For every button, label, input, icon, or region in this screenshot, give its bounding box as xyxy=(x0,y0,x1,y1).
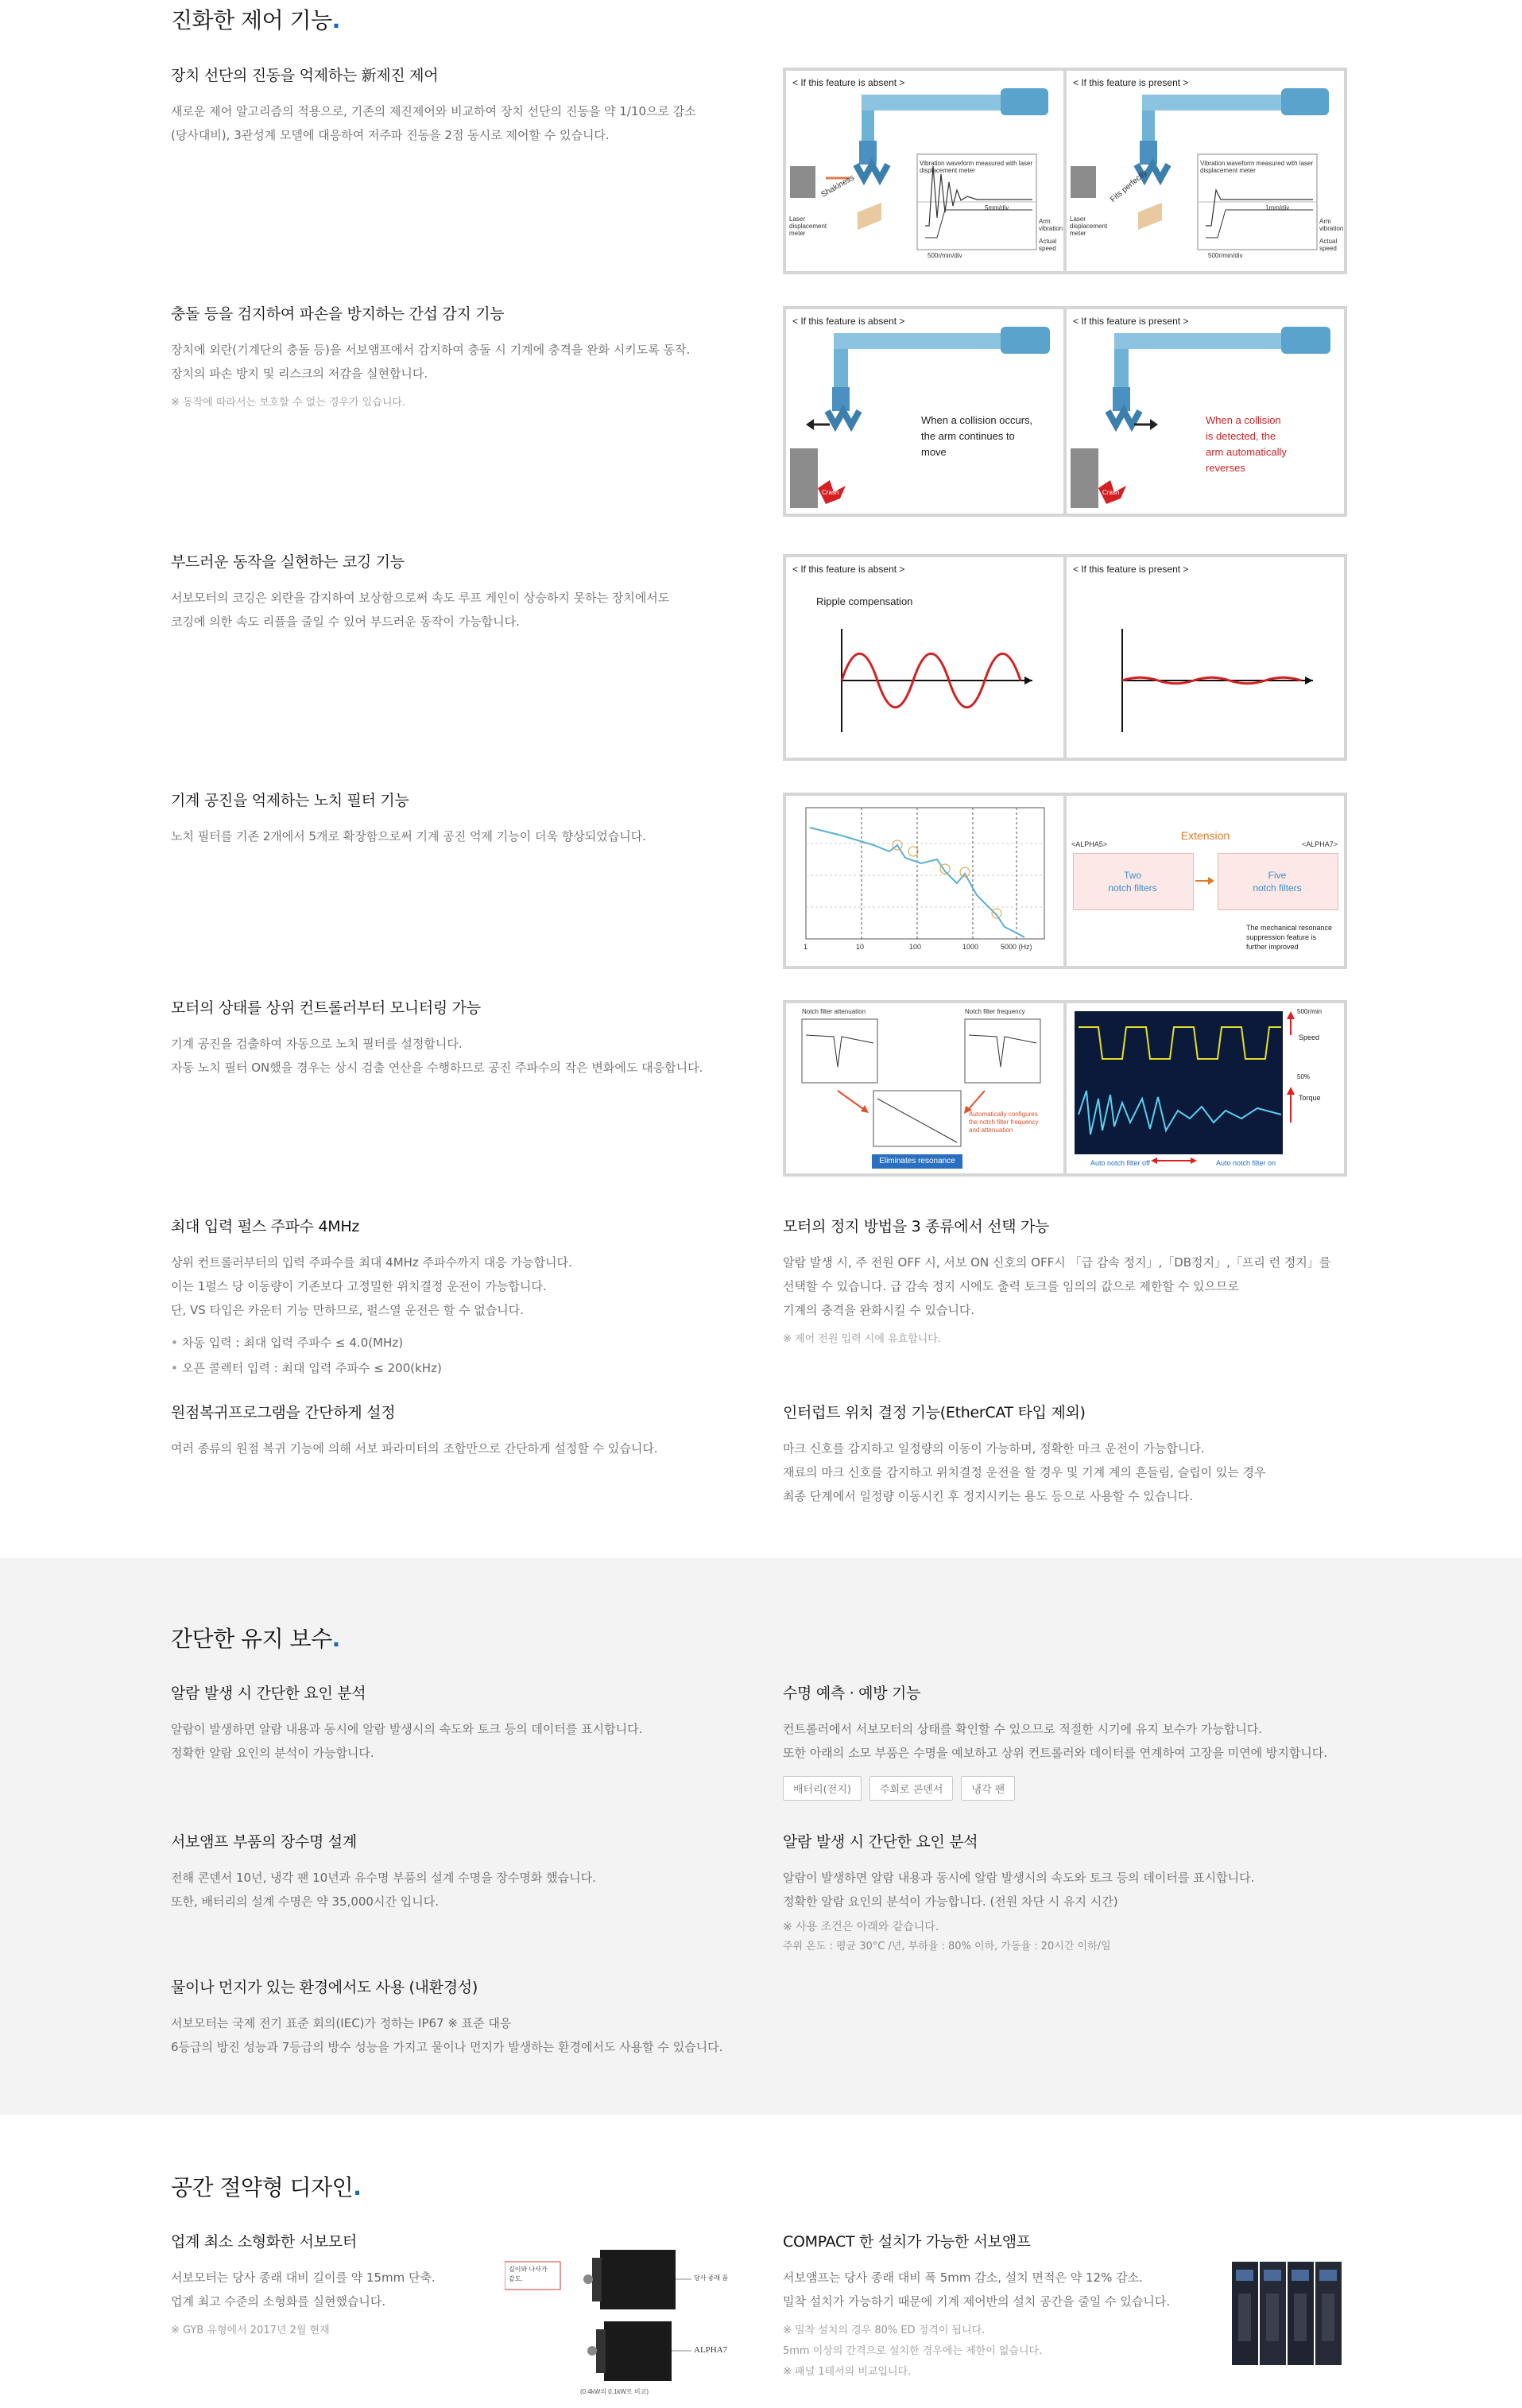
feature-text: 코깅에 의한 속도 리플을 줄일 수 있어 부드러운 동작이 가능합니다. xyxy=(171,615,520,629)
panel-caption: < If this feature is absent > xyxy=(792,564,905,575)
feature-note: ※ 사용 조건은 아래와 같습니다. xyxy=(783,1921,939,1933)
feature-heading: 최대 입력 펄스 주파수 4MHz xyxy=(171,1218,359,1235)
feature-life-prediction xyxy=(783,1681,1355,1801)
feature-text: 최종 단계에서 일정량 이동시킨 후 정지시키는 용도 등으로 사용할 수 있습니다. xyxy=(783,1489,1194,1503)
feature-text: 알람 발생 시, 주 전원 OFF 시, 서보 ON 신호의 OFF시 「급 감속 정지」,「DB정지」,「프리 런 정지」를 xyxy=(783,1255,1331,1270)
feature-monitoring xyxy=(171,996,727,1080)
feature-heading: COMPACT 한 설치가 가능한 서보앰프 xyxy=(783,2233,1031,2251)
feature-stop-method xyxy=(783,1215,1339,1349)
oscilloscope-graph xyxy=(1067,1003,1344,1173)
section-maintenance xyxy=(0,1558,1522,2115)
panel-caption: < If this feature is present > xyxy=(1073,316,1189,327)
crash-label: Crash xyxy=(1102,489,1120,496)
feature-text: (당사대비), 3관성계 모델에 대응하여 저주파 진동을 2점 동시로 제어할 수 있습니다. xyxy=(171,128,610,142)
feature-heading: 물이나 먼지가 있는 환경에서도 사용 (내환경성) xyxy=(171,1979,478,1996)
extension-label: Extension xyxy=(1180,829,1230,842)
feature-text: 서보모터의 코깅은 외란을 감지하여 보상함으로써 속도 루프 게인이 상승하지 못하는 장치에서도 xyxy=(171,591,670,605)
feature-text: 장치에 외란(기계단의 충돌 등)을 서보앰프에서 감지하여 충돌 시 기계에 충격을 완화 시키도록 동작. xyxy=(171,343,691,357)
nfa-label: Notch filter attenuation xyxy=(802,1008,866,1015)
alpha5-label: <ALPHA5> xyxy=(1071,840,1108,848)
feature-text: 선택할 수 있습니다. 급 감속 정지 시에도 출력 토크를 임의의 값으로 제한할 수 있으므로 xyxy=(783,1279,1239,1293)
feature-heading: 원점복귀프로그램을 간단하게 설정 xyxy=(171,1404,396,1421)
notch-off-label: Auto notch filter off xyxy=(1090,1159,1150,1167)
alpha7-label: ALPHA7 xyxy=(694,2345,728,2355)
feature-cogging xyxy=(171,550,727,634)
collision-present-diagram xyxy=(1067,309,1344,514)
feature-text: 정확한 알람 요인의 분석이 가능합니다. xyxy=(171,1746,374,1760)
feature-text: 서보모터는 국제 전기 표준 회의(IEC)가 정하는 IP67 ※ 표준 대응 xyxy=(171,2016,512,2030)
panel-auto-notch xyxy=(786,1003,1063,1173)
alpha7-label: <ALPHA7> xyxy=(1301,840,1338,848)
auto-text: the notch filter frequency xyxy=(969,1119,1039,1126)
feature-text: 알람이 발생하면 알람 내용과 동시에 알람 발생시의 속도와 토크 등의 데이터를 표시합니다. xyxy=(171,1722,643,1736)
speed-label: Speed xyxy=(1299,1033,1320,1041)
feature-text: 노치 필터를 기존 2개에서 5개로 확장함으로써 기계 공진 억제 기능이 더욱 향상되었습니다. xyxy=(171,829,646,843)
ripple-label: Ripple compensation xyxy=(816,595,913,607)
label-laser: Laser displacement meter xyxy=(789,215,827,237)
label-actual-speed: Actual speed xyxy=(1039,238,1057,252)
feature-text: 새로운 제어 알고리즘의 적용으로, 기존의 제진제어와 비교하여 장치 선단의 진동을 약 1/10으로 감소 xyxy=(171,104,696,118)
feature-interrupt-positioning xyxy=(783,1401,1339,1508)
collision-text: When a collision xyxy=(1206,414,1281,426)
mechanical-text: further improved xyxy=(1246,943,1299,951)
feature-text: 단, VS 타입은 카운터 기능 만하므로, 펄스열 운전은 할 수 없습니다. xyxy=(171,1303,525,1317)
torque-label: Torque xyxy=(1299,1094,1321,1102)
five-notch-text: notch filters xyxy=(1253,882,1302,894)
feature-text: 6등급의 방진 성능과 7등급의 방수 성능을 가지고 물이나 먼지가 발생하는 환경에서도 사용할 수 있습니다. xyxy=(171,2040,723,2054)
label-vib-title: Vibration waveform measured with laser displacement meter xyxy=(920,160,1033,174)
servo-amp-illustration xyxy=(1232,2262,1343,2365)
bode-graph xyxy=(786,796,1063,966)
notch-on-label: Auto notch filter on xyxy=(1216,1159,1276,1167)
feature-heading: 모터의 정지 방법을 3 종류에서 선택 가능 xyxy=(783,1218,1050,1235)
two-notch-text: notch filters xyxy=(1108,882,1157,894)
figure-cogging xyxy=(783,554,1347,761)
collision-text: When a collision occurs, xyxy=(921,414,1033,426)
panel-caption: < If this feature is absent > xyxy=(792,77,905,88)
feature-heading: 충돌 등을 검지하여 파손을 방지하는 간섭 감지 기능 xyxy=(171,305,505,323)
feature-text: 전해 콘덴서 10년, 냉각 팬 10년과 유수명 부품의 설계 수명을 장수명화 했습니다. xyxy=(171,1871,596,1885)
motor-comparison-image xyxy=(505,2242,743,2401)
feature-small-motor xyxy=(171,2230,489,2340)
feature-text: 알람이 발생하면 알람 내용과 동시에 알람 발생시의 속도와 토크 등의 데이터를 표시합니다. xyxy=(783,1871,1255,1885)
feature-homing xyxy=(171,1401,727,1460)
label-fits: Fits perfectly xyxy=(1109,169,1149,204)
panel-bode xyxy=(786,796,1063,966)
spec-item: • 오픈 콜렉터 입력 : 최대 입력 주파수 ≤ 200(kHz) xyxy=(182,1355,727,1381)
panel-absent xyxy=(786,71,1063,271)
feature-heading: 모터의 상태를 상위 컨트롤러부터 모니터링 가능 xyxy=(171,999,481,1017)
section-title: 진화한 제어 기능. xyxy=(171,7,340,33)
feature-text: 마크 신호를 감지하고 일정량의 이동이 가능하며, 정확한 마크 운전이 가능합니다. xyxy=(783,1441,1205,1456)
panel-extension xyxy=(1067,796,1344,966)
feature-text: 서보모터는 당사 종래 대비 길이를 약 15mm 단축. xyxy=(171,2270,436,2285)
collision-text: is detected, the xyxy=(1206,430,1276,442)
feature-note: ※ 동작에 따라서는 보호할 수 없는 경우가 있습니다. xyxy=(171,397,406,409)
mechanical-text: The mechanical resonance xyxy=(1246,924,1333,932)
feature-alarm-analysis xyxy=(171,1681,727,1765)
auto-notch-diagram xyxy=(786,1003,1063,1173)
spec-item: • 차동 입력 : 최대 입력 주파수 ≤ 4.0(MHz) xyxy=(182,1330,727,1355)
feature-text: 정확한 알람 요인의 분석이 가능합니다. (전원 차단 시 유지 시간) xyxy=(783,1894,1118,1909)
feature-text: 또한 아래의 소모 부품은 수명을 예보하고 상위 컨트롤러와 데이터를 연계하여 고장을 미연에 방지합니다. xyxy=(783,1746,1328,1760)
feature-text: 자동 노치 필터 ON했을 경우는 상시 검출 연산을 수행하므로 공진 주파수의 작은 변화에도 대응합니다. xyxy=(171,1061,703,1075)
axis-tick: 100 xyxy=(909,943,922,951)
feature-heading: 인터럽트 위치 결정 기능(EtherCAT 타입 제외) xyxy=(783,1404,1086,1421)
label-vib-title: Vibration waveform measured with laser displacement meter xyxy=(1200,160,1314,174)
section-space-saving xyxy=(0,2115,1522,2408)
mechanical-text: suppression feature is xyxy=(1246,933,1317,941)
ripple-absent-graph xyxy=(786,557,1063,758)
section-title: 공간 절약형 디자인. xyxy=(171,2174,362,2201)
panel-caption: < If this feature is present > xyxy=(1073,564,1189,575)
collision-text: arm automatically xyxy=(1206,446,1287,458)
nff-label: Notch filter frequency xyxy=(965,1008,1025,1015)
collision-text: reverses xyxy=(1206,462,1245,474)
feature-environment xyxy=(171,1976,775,2059)
feature-heading: 장치 선단의 진동을 억제하는 新제진 제어 xyxy=(171,67,439,84)
collision-text: the arm continues to xyxy=(921,430,1015,442)
crash-label: Crash xyxy=(822,489,839,496)
label-scale: 500r/min/div xyxy=(928,252,962,259)
feature-text: 재료의 마크 신호를 감지하고 위치결정 운전을 할 경우 및 기계 계의 흔들림, 슬립이 있는 경우 xyxy=(783,1465,1266,1479)
label-actual-speed: Actual speed xyxy=(1319,238,1338,252)
feature-note: ※ GYB 유형에서 2017년 2월 현재 xyxy=(171,2325,330,2336)
callout-text: 길이와 나사가 xyxy=(509,2266,548,2273)
feature-text: 장치의 파손 방지 및 리스크의 저감을 실현합니다. xyxy=(171,366,428,381)
panel-present xyxy=(1067,71,1344,271)
feature-heading: 알람 발생 시 간단한 요인 분석 xyxy=(171,1685,366,1702)
feature-vibration-control xyxy=(171,64,727,147)
label-laser: Laser displacement meter xyxy=(1070,215,1108,237)
five-notch-text: Five xyxy=(1268,870,1287,881)
pct-label: 50% xyxy=(1297,1073,1311,1080)
eliminates-label: Eliminates resonance xyxy=(879,1157,955,1165)
panel-present xyxy=(1067,557,1344,758)
axis-tick: 5000 (Hz) xyxy=(1001,943,1032,951)
comparison-caption: (0.4kW의 0.1kW로 비교) xyxy=(580,2388,649,2395)
old-model-label: 당사 종래 품 xyxy=(694,2274,729,2282)
label-scale: 5mm/div xyxy=(985,204,1009,211)
auto-text: and attenuation xyxy=(969,1126,1013,1134)
amplifier-image xyxy=(1232,2262,1343,2365)
feature-heading: 알람 발생 시 간단한 요인 분석 xyxy=(783,1833,978,1851)
collision-text: move xyxy=(921,446,947,458)
section-title: 간단한 유지 보수. xyxy=(171,1626,340,1652)
axis-tick: 1000 xyxy=(962,943,979,951)
feature-note: ※ 제어 전원 입력 시에 유효합니다. xyxy=(783,1333,941,1345)
feature-heading: 기계 공진을 억제하는 노치 필터 기능 xyxy=(171,792,409,809)
tag-battery: 배터리(전지) xyxy=(783,1776,862,1801)
feature-note: ※ 밀착 설치의 경우 80% ED 정격이 됩니다. xyxy=(783,2325,986,2336)
feature-long-life xyxy=(171,1830,727,1914)
panel-absent xyxy=(786,557,1063,758)
callout-text: 같도. xyxy=(509,2275,523,2282)
axis-tick: 1 xyxy=(804,943,808,951)
figure-collision xyxy=(783,306,1347,517)
tag-capacitor: 주회로 콘덴서 xyxy=(869,1776,953,1801)
feature-pulse-frequency xyxy=(171,1215,727,1381)
feature-text: 상위 컨트롤러부터의 입력 주파수를 최대 4MHz 주파수까지 대응 가능합니다. xyxy=(171,1255,572,1270)
feature-text: 서보앰프는 당사 종래 대비 폭 5mm 감소, 설치 면적은 약 12% 감소. xyxy=(783,2270,1143,2285)
label-scale: 1mm/div xyxy=(1265,204,1290,211)
feature-note: 5mm 이상의 간격으로 설치한 경우에는 제한이 없습니다. xyxy=(783,2345,1043,2357)
feature-text: 여러 종류의 원점 복귀 기능에 의해 서보 파라미터의 조합만으로 간단하게 설정할 수 있습니다. xyxy=(171,1441,658,1456)
consumable-tags xyxy=(783,1776,1355,1801)
spec-list xyxy=(171,1330,727,1381)
ripple-present-graph xyxy=(1067,557,1344,758)
panel-absent xyxy=(786,309,1063,514)
feature-note: ※ 패널 1테서의 비교입니다. xyxy=(783,2366,912,2378)
panel-caption: < If this feature is present > xyxy=(1073,77,1189,88)
feature-note: 주위 온도 : 평균 30°C /년, 부하율 : 80% 이하, 가동율 : 20시간 이하/일 xyxy=(783,1941,1111,1952)
label-scale: 500r/min/div xyxy=(1208,252,1243,259)
feature-notch-filter xyxy=(171,789,727,848)
two-notch-text: Two xyxy=(1123,870,1141,881)
feature-text: 컨트롤러에서 서보모터의 상태를 확인할 수 있으므로 적절한 시기에 유지 보수가 가능합니다. xyxy=(783,1722,1263,1736)
panel-present xyxy=(1067,309,1344,514)
feature-text: 업계 최고 수준의 소형화를 실현했습니다. xyxy=(171,2294,386,2309)
label-arm-vibration: Arm vibration xyxy=(1319,218,1344,232)
collision-absent-diagram xyxy=(786,309,1063,514)
feature-text: 기계 공진을 검출하여 자동으로 노치 필터를 설정합니다. xyxy=(171,1037,463,1051)
feature-heading: 부드러운 동작을 실현하는 코깅 기능 xyxy=(171,553,405,571)
figure-vibration xyxy=(783,68,1347,274)
feature-heading: 수명 예측 · 예방 기능 xyxy=(783,1685,921,1702)
feature-heading: 서보앰프 부품의 장수명 설계 xyxy=(171,1833,357,1851)
figure-notch xyxy=(783,793,1347,969)
feature-text: 이는 1펄스 당 이동량이 기존보다 고정밀한 위치결정 운전이 가능합니다. xyxy=(171,1279,547,1293)
tag-fan: 냉각 팬 xyxy=(961,1776,1015,1801)
feature-heading: 업계 최소 소형화한 서보모터 xyxy=(171,2233,357,2251)
panel-scope xyxy=(1067,1003,1344,1173)
figure-auto-notch xyxy=(783,1000,1347,1177)
label-arm-vibration: Arm vibration xyxy=(1039,218,1063,232)
feature-text: 밀착 설치가 가능하기 때문에 기계 제어반의 설치 공간을 줄일 수 있습니다. xyxy=(783,2294,1171,2309)
feature-text: 기계의 충격을 완화시킬 수 있습니다. xyxy=(783,1303,975,1317)
feature-text: 또한, 배터리의 설계 수명은 약 35,000시간 입니다. xyxy=(171,1894,439,1909)
panel-caption: < If this feature is absent > xyxy=(792,316,905,327)
feature-alarm-analysis-2 xyxy=(783,1830,1339,1956)
auto-text: Automatically configures xyxy=(969,1111,1038,1118)
axis-tick: 10 xyxy=(856,943,865,951)
rpm-label: 500r/min xyxy=(1297,1008,1323,1015)
label-shakiness: Shakiness xyxy=(819,173,856,200)
feature-compact-amp xyxy=(783,2230,1228,2382)
feature-collision-detection xyxy=(171,302,727,413)
